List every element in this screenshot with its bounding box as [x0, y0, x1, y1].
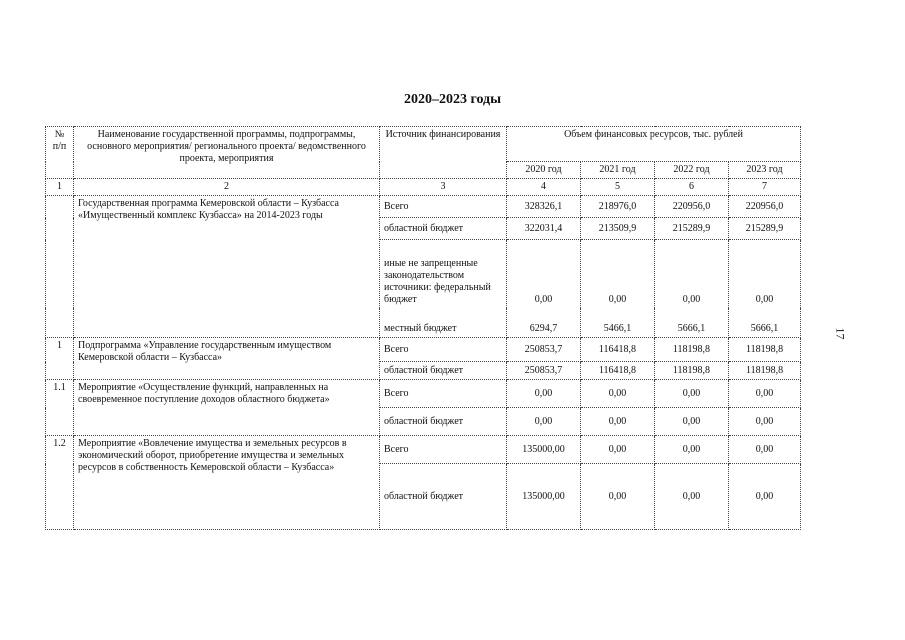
value-cell: 0,00	[655, 380, 729, 408]
source-cell: областной бюджет	[380, 408, 507, 436]
page-heading: 2020–2023 годы	[403, 92, 502, 107]
value-cell: 0,00	[729, 380, 801, 408]
value-cell: 0,00	[581, 408, 655, 436]
header-row	[46, 127, 801, 162]
value-cell: 0,00	[655, 436, 729, 464]
item-name: Мероприятие «Осуществление функций, направленных на своевременное поступление доходов областного бюджета»	[74, 380, 380, 436]
row-no: 1.2	[46, 436, 74, 530]
column-number-row	[46, 179, 801, 196]
value-cell: 250853,7	[507, 362, 581, 380]
col-number: 3	[380, 179, 507, 196]
value-cell: 116418,8	[581, 362, 655, 380]
value-cell: 213509,9	[581, 218, 655, 240]
value-cell: 135000,00	[507, 464, 581, 530]
row-no: 1	[46, 338, 74, 380]
source-cell: областной бюджет	[380, 362, 507, 380]
value-cell: 0,00	[729, 240, 801, 308]
item-name: Подпрограмма «Управление государственным имуществом Кемеровской области – Кузбасса»	[74, 338, 380, 380]
header-year: 2023 год	[729, 162, 801, 179]
value-cell: 5666,1	[729, 308, 801, 338]
value-cell: 215289,9	[729, 218, 801, 240]
value-cell: 0,00	[729, 464, 801, 530]
value-cell: 322031,4	[507, 218, 581, 240]
table-row	[46, 380, 801, 408]
source-cell: Всего	[380, 338, 507, 362]
value-cell: 0,00	[507, 380, 581, 408]
value-cell: 0,00	[581, 436, 655, 464]
source-cell: Всего	[380, 196, 507, 218]
value-cell: 118198,8	[729, 362, 801, 380]
item-name: Мероприятие «Вовлечение имущества и земельных ресурсов в экономический оборот, приобретение имущества и земельных ресурсов в собственность Кемеровской области – Кузбасса»	[74, 436, 380, 530]
value-cell: 118198,8	[655, 362, 729, 380]
value-cell: 220956,0	[729, 196, 801, 218]
col-number: 1	[46, 179, 74, 196]
col-number: 4	[507, 179, 581, 196]
col-number: 6	[655, 179, 729, 196]
value-cell: 5666,1	[655, 308, 729, 338]
value-cell: 0,00	[507, 408, 581, 436]
row-no	[46, 196, 74, 338]
col-number: 2	[74, 179, 380, 196]
value-cell: 250853,7	[507, 338, 581, 362]
table-row	[46, 338, 801, 362]
header-year: 2021 год	[581, 162, 655, 179]
header-source: Источник финансирования	[380, 127, 507, 179]
header-year: 2020 год	[507, 162, 581, 179]
value-cell: 116418,8	[581, 338, 655, 362]
value-cell: 118198,8	[729, 338, 801, 362]
program-name: Государственная программа Кемеровской области – Кузбасса «Имущественный комплекс Кузбасса» на 2014-2023 годы	[74, 196, 380, 338]
header-year: 2022 год	[655, 162, 729, 179]
value-cell: 215289,9	[655, 218, 729, 240]
value-cell: 328326,1	[507, 196, 581, 218]
col-number: 7	[729, 179, 801, 196]
value-cell: 118198,8	[655, 338, 729, 362]
header-volume: Объем финансовых ресурсов, тыс. рублей	[507, 127, 801, 162]
value-cell: 0,00	[655, 240, 729, 308]
value-cell: 0,00	[729, 436, 801, 464]
value-cell: 0,00	[507, 240, 581, 308]
header-no: № п/п	[46, 127, 74, 179]
value-cell: 0,00	[729, 408, 801, 436]
table-row	[46, 436, 801, 464]
value-cell: 220956,0	[655, 196, 729, 218]
header-name: Наименование государственной программы, подпрограммы, основного мероприятия/ регионального проекта/ ведомственного проекта, мероприятия	[74, 127, 380, 179]
value-cell: 0,00	[655, 408, 729, 436]
value-cell: 218976,0	[581, 196, 655, 218]
value-cell: 6294,7	[507, 308, 581, 338]
source-cell: областной бюджет	[380, 218, 507, 240]
value-cell: 135000,00	[507, 436, 581, 464]
value-cell: 5466,1	[581, 308, 655, 338]
value-cell: 0,00	[581, 464, 655, 530]
value-cell: 0,00	[581, 380, 655, 408]
source-cell: Всего	[380, 436, 507, 464]
value-cell: 0,00	[655, 464, 729, 530]
finance-table	[45, 126, 801, 530]
value-cell: 0,00	[581, 240, 655, 308]
source-cell: иные не запрещенные законодательством источники: федеральный бюджет	[380, 240, 507, 308]
table-row	[46, 196, 801, 218]
page-number: 17	[833, 327, 848, 340]
source-cell: Всего	[380, 380, 507, 408]
row-no: 1.1	[46, 380, 74, 436]
source-cell: местный бюджет	[380, 308, 507, 338]
source-cell: областной бюджет	[380, 464, 507, 530]
col-number: 5	[581, 179, 655, 196]
